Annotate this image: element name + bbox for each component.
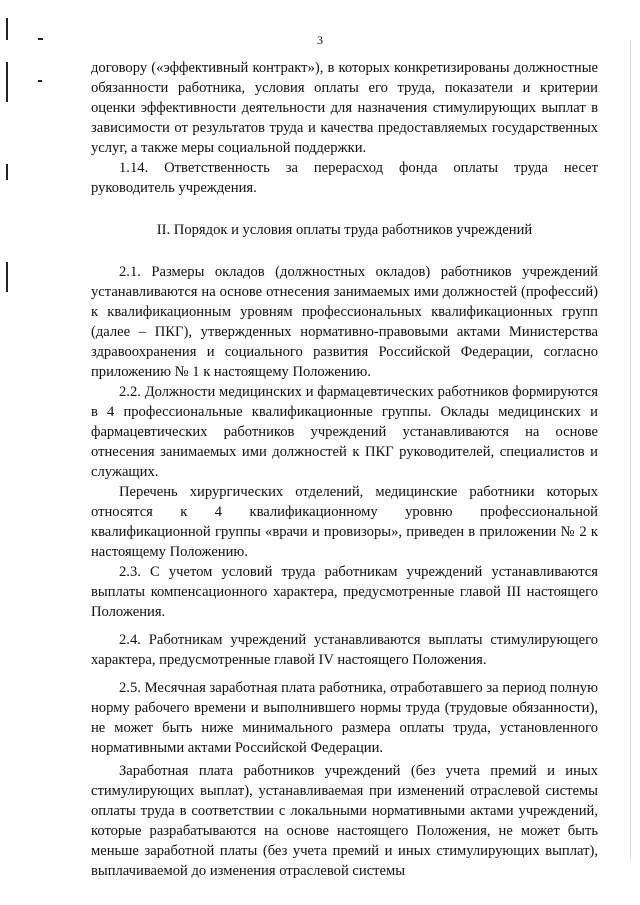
scan-mark: [6, 164, 8, 180]
paragraph-surgical-list: Перечень хирургических отделений, медицинские работники которых относятся к 4 квалификационному уровню профессиональной квалификационной группы «врачи и провизоры», приведен в приложении № 2 к настоящему Положению.: [91, 484, 598, 560]
paragraph-2-3: 2.3. С учетом условий труда работникам учреждений устанавливаются выплаты компенсационного характера, предусмотренные главой III настоящего Положения.: [91, 564, 598, 620]
scan-mark: [38, 80, 42, 82]
document-body: [91, 58, 598, 881]
scan-mark: [6, 262, 8, 292]
paragraph-2-2: 2.2. Должности медицинских и фармацевтических работников формируются в 4 профессиональные квалификационные группы. Оклады медицинских и фармацевтических работников учреждений устанавливаются на основе отнесения занимаемых ими должностей к ПКГ руководителей, специалистов и служащих.: [91, 384, 598, 480]
page-number: 3: [317, 33, 323, 47]
paragraph-1-14: 1.14. Ответственность за перерасход фонда оплаты труда несет руководитель учреждения.: [91, 160, 598, 196]
section-heading: II. Порядок и условия оплаты труда работников учреждений: [156, 222, 533, 238]
scan-mark: [630, 40, 631, 860]
paragraph-2-5: 2.5. Месячная заработная плата работника, отработавшего за период полную норму рабочего времени и выполнившего нормы труда (трудовые обязанности), не может быть ниже минимального размера оплаты труда, установленного нормативными актами Российской Федерации.: [91, 680, 598, 756]
paragraph-contract: договору («эффективный контракт»), в которых конкретизированы должностные обязанности работника, условия оплаты его труда, показатели и критерии оценки эффективности деятельности для назначения стимулирующих выплат в зависимости от результатов труда и качества предоставляемых государственных услуг, а также меры социальной поддержки.: [91, 60, 598, 156]
scan-mark: [6, 62, 8, 102]
paragraph-salary: Заработная плата работников учреждений (без учета премий и иных стимулирующих выплат), устанавливаемая при изменений отраслевой системы оплаты труда в соответствии с локальными нормативными актами учреждений, которые разрабатываются на основе настоящего Положения, не может быть меньше заработной платы (без учета премий и иных стимулирующих выплат), выплачиваемой до изменения отраслевой системы: [91, 763, 598, 879]
paragraph-2-4: 2.4. Работникам учреждений устанавливаются выплаты стимулирующего характера, предусмотренные главой IV настоящего Положения.: [91, 632, 598, 668]
paragraph-2-1: 2.1. Размеры окладов (должностных окладов) работников учреждений устанавливаются на основе отнесения занимаемых ими должностей (профессий) к квалификационным уровням профессиональных квалификационных групп (далее – ПКГ), утвержденных нормативно-правовыми актами Министерства здравоохранения и социального развития Российской Федерации, согласно приложению № 1 к настоящему Положению.: [91, 264, 598, 380]
